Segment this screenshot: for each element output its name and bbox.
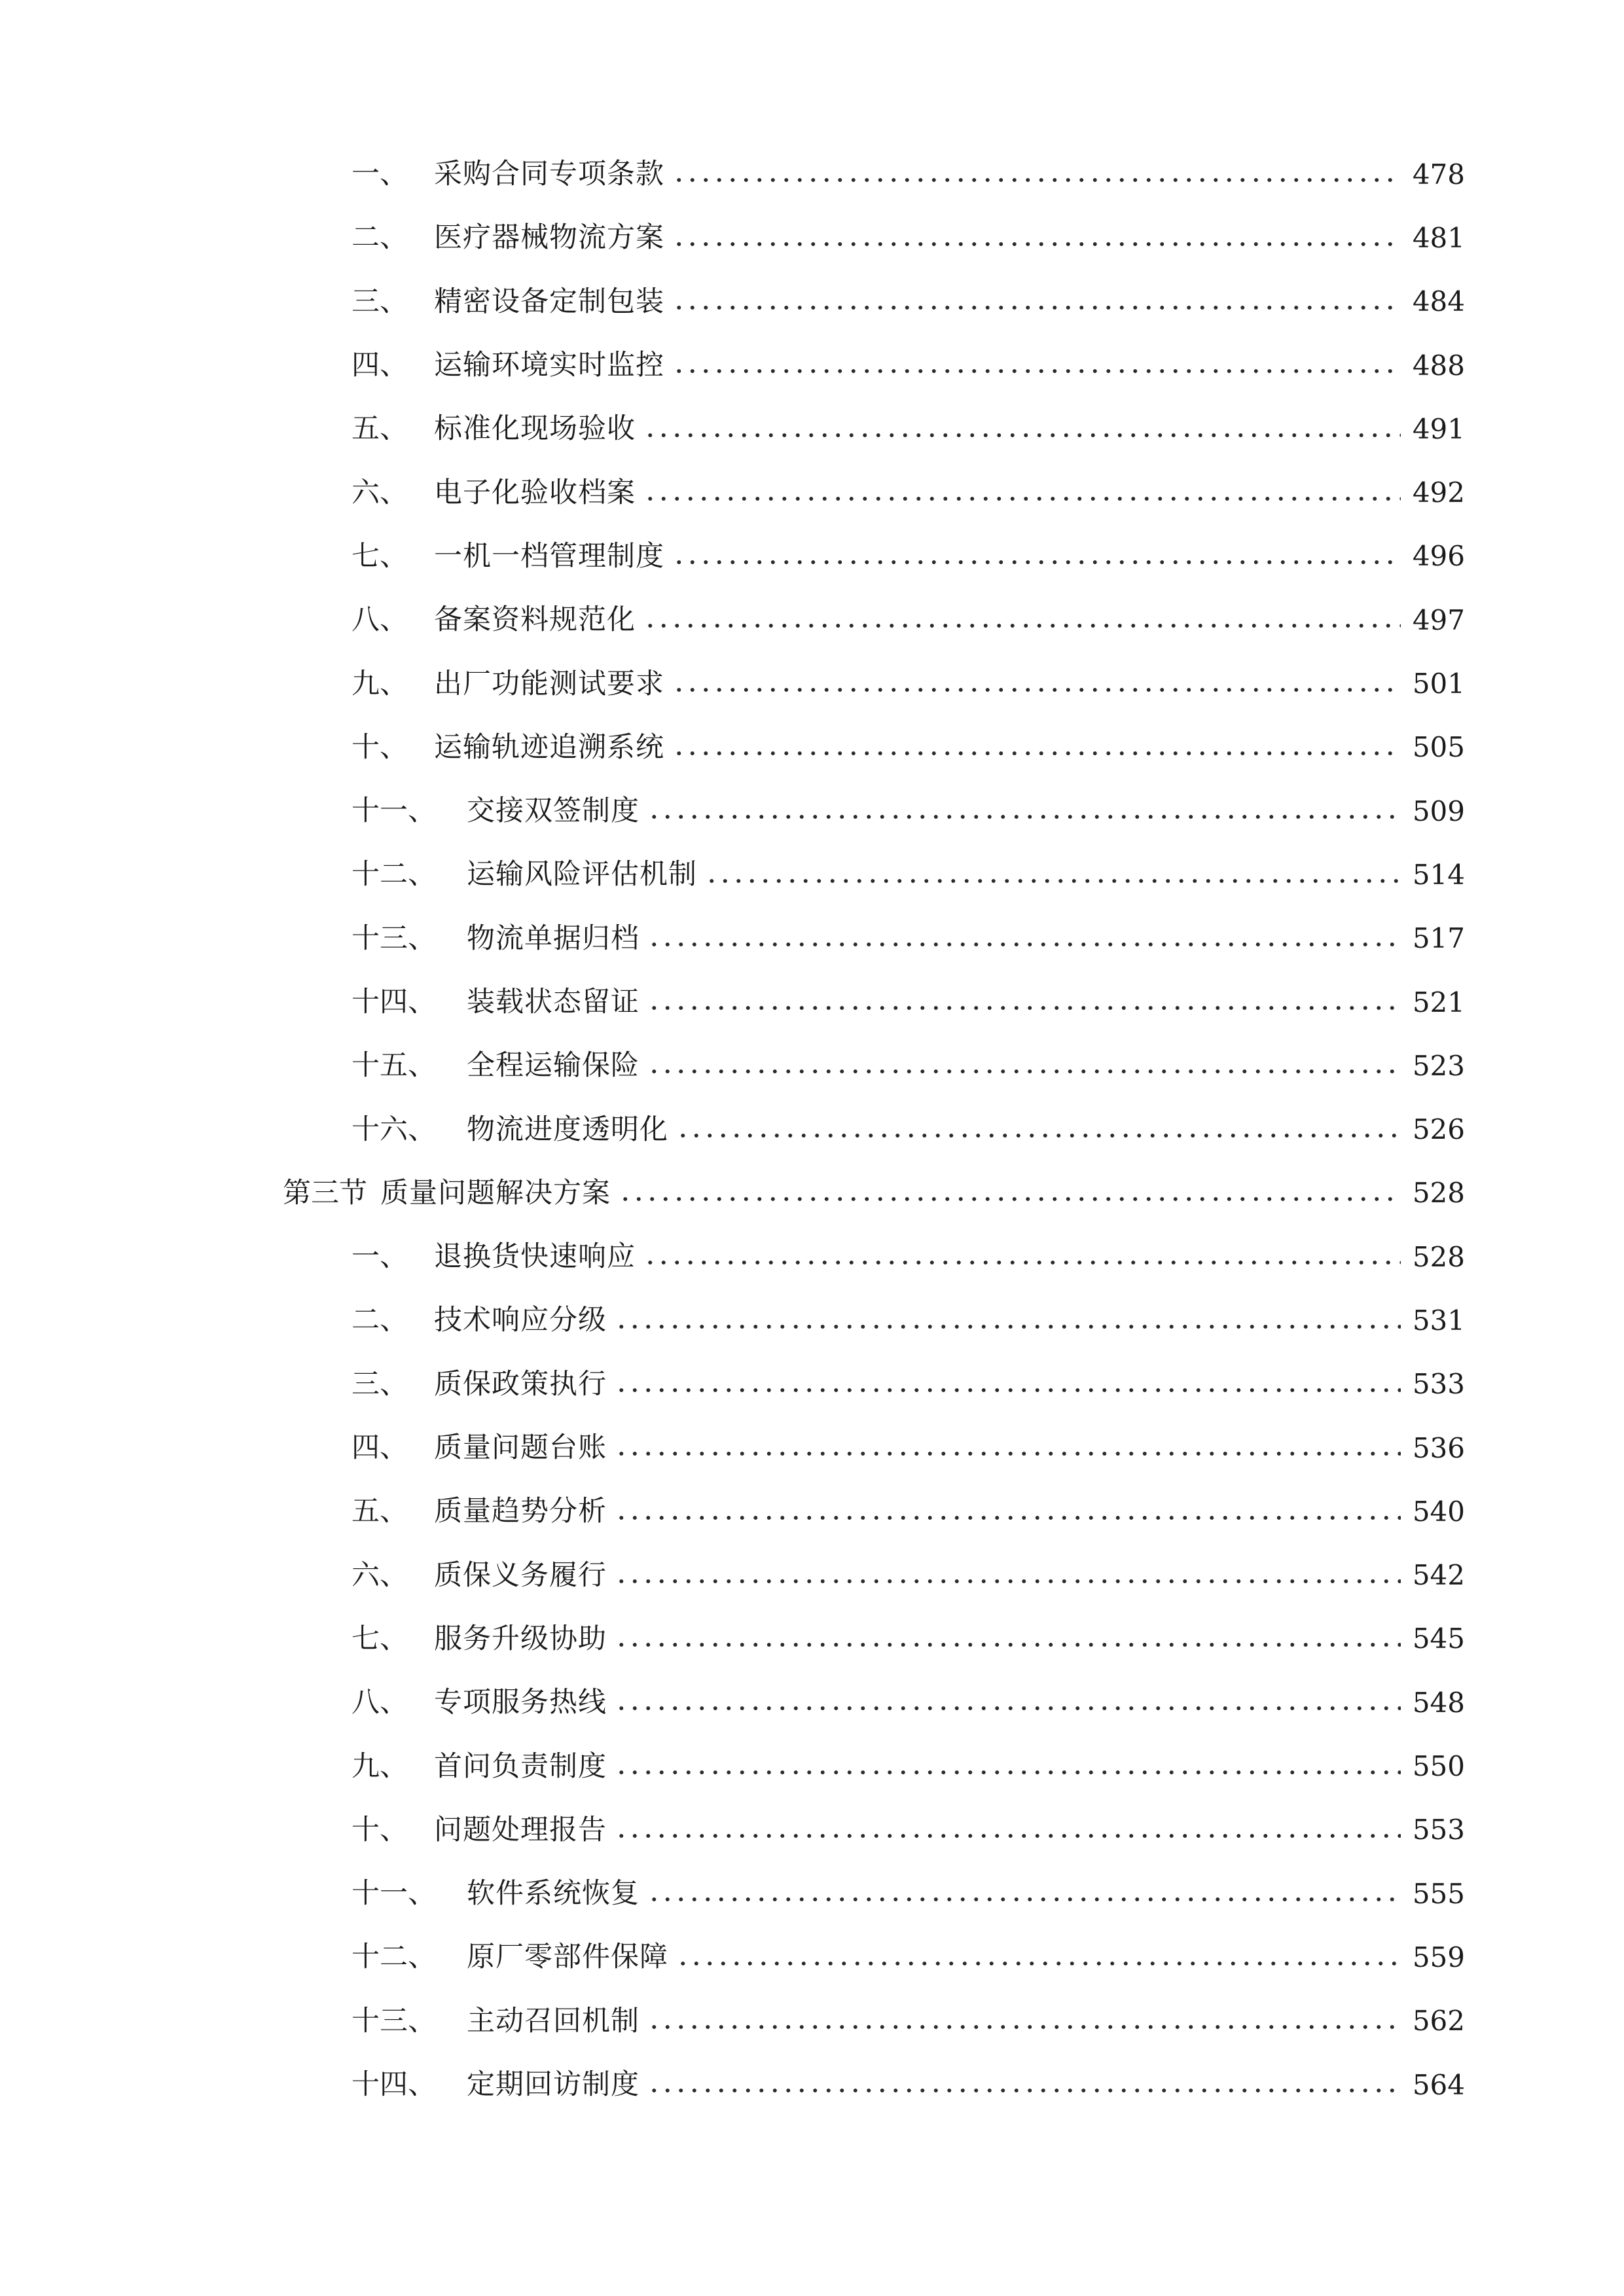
toc-entry-page: 550 <box>1412 1750 1465 1783</box>
toc-entry-number: 七、 <box>352 539 408 573</box>
toc-entry[interactable] <box>0 1098 1624 1161</box>
dot-leader <box>647 1052 1401 1080</box>
toc-entry[interactable] <box>0 461 1624 524</box>
toc-entry[interactable] <box>0 1862 1624 1926</box>
toc-entry-number: 一、 <box>352 1240 408 1274</box>
toc-entry-title: 采购合同专项条款 <box>434 158 664 191</box>
toc-entry[interactable] <box>0 270 1624 334</box>
toc-entry-number: 十二、 <box>352 1941 436 1974</box>
dot-leader <box>615 1434 1401 1462</box>
toc-entry-number: 十、 <box>352 730 408 764</box>
toc-entry-number: 六、 <box>352 476 408 509</box>
toc-entry[interactable] <box>0 334 1624 397</box>
toc-entry-number: 三、 <box>352 285 408 318</box>
toc-entry-number: 八、 <box>352 1686 408 1719</box>
toc-entry-page: 521 <box>1412 986 1465 1018</box>
dot-leader <box>647 925 1401 953</box>
toc-entry-title: 备案资料规范化 <box>434 603 636 637</box>
toc-entry[interactable] <box>0 780 1624 843</box>
dot-leader <box>643 479 1401 507</box>
toc-entry-page: 564 <box>1412 2068 1465 2101</box>
toc-entry[interactable] <box>0 2053 1624 2117</box>
toc-entry-number: 十一、 <box>352 795 436 828</box>
toc-entry[interactable] <box>0 652 1624 715</box>
toc-entry-title: 问题处理报告 <box>434 1813 607 1846</box>
dot-leader <box>672 543 1401 571</box>
toc-entry-page: 536 <box>1412 1431 1465 1464</box>
toc-entry-page: 528 <box>1412 1177 1465 1210</box>
toc-entry[interactable] <box>0 1034 1624 1098</box>
toc-entry-page: 488 <box>1412 349 1465 382</box>
toc-entry[interactable] <box>0 1990 1624 2053</box>
toc-entry-page: 514 <box>1412 858 1465 891</box>
dot-leader <box>647 1880 1401 1908</box>
toc-entry-number: 十、 <box>352 1813 408 1846</box>
toc-entry-page: 509 <box>1412 795 1465 827</box>
toc-entry-page: 505 <box>1412 731 1465 764</box>
toc-entry-number: 四、 <box>352 349 408 382</box>
toc-entry-number: 二、 <box>352 1304 408 1337</box>
toc-entry-number: 六、 <box>352 1558 408 1592</box>
toc-entry-page: 533 <box>1412 1368 1465 1401</box>
toc-entry-page: 492 <box>1412 476 1465 509</box>
toc-entry[interactable] <box>0 716 1624 780</box>
toc-section-title: 质量问题解决方案 <box>380 1176 611 1210</box>
toc-entry-number: 五、 <box>352 412 408 446</box>
toc-entry-number: 四、 <box>352 1431 408 1465</box>
toc-entry-number: 十一、 <box>352 1877 436 1910</box>
toc-entry-number: 十五、 <box>352 1049 436 1083</box>
toc-entry-title: 定期回访制度 <box>467 2068 640 2102</box>
dot-leader <box>643 415 1401 443</box>
toc-entry-number: 二、 <box>352 221 408 255</box>
toc-entry[interactable] <box>0 1544 1624 1607</box>
toc-entry-number: 十三、 <box>352 2004 436 2037</box>
toc-entry-number: 十三、 <box>352 922 436 955</box>
toc-entry-title: 一机一档管理制度 <box>434 539 664 573</box>
toc-entry-page: 542 <box>1412 1559 1465 1592</box>
toc-entry-title: 物流单据归档 <box>467 922 640 955</box>
toc-entry[interactable] <box>0 843 1624 906</box>
toc-entry-number: 三、 <box>352 1367 408 1401</box>
dot-leader <box>643 606 1401 634</box>
toc-entry-number: 十四、 <box>352 986 436 1018</box>
toc-entry-title: 退换货快速响应 <box>434 1240 636 1274</box>
toc-entry-title: 质保政策执行 <box>434 1367 607 1401</box>
dot-leader <box>615 1753 1401 1781</box>
toc-entry-page: 496 <box>1412 540 1465 573</box>
dot-leader <box>615 1498 1401 1526</box>
toc-entry[interactable] <box>0 1607 1624 1671</box>
toc-entry[interactable] <box>0 206 1624 270</box>
dot-leader <box>672 160 1401 188</box>
toc-entry-title: 医疗器械物流方案 <box>434 221 664 255</box>
dot-leader <box>676 1116 1401 1144</box>
toc-entry-number: 九、 <box>352 1749 408 1783</box>
dot-leader <box>647 988 1401 1016</box>
toc-entry[interactable] <box>0 1671 1624 1734</box>
toc-entry-title: 技术响应分级 <box>434 1304 607 1337</box>
toc-entry[interactable] <box>0 1926 1624 1989</box>
toc-entry-title: 质量趋势分析 <box>434 1495 607 1528</box>
toc-entry-page: 517 <box>1412 922 1465 955</box>
toc-entry[interactable] <box>0 588 1624 652</box>
toc-entry-title: 运输风险评估机制 <box>467 858 697 891</box>
toc-entry-number: 八、 <box>352 603 408 637</box>
dot-leader <box>672 288 1401 316</box>
dot-leader <box>615 1625 1401 1653</box>
toc-entry-page: 562 <box>1412 2005 1465 2037</box>
toc-entry-number: 九、 <box>352 667 408 700</box>
toc-entry[interactable] <box>0 525 1624 588</box>
toc-entry-title: 装载状态留证 <box>467 986 640 1018</box>
toc-entry-number: 十四、 <box>352 2068 436 2102</box>
toc-entry-number: 十六、 <box>352 1113 436 1146</box>
dot-leader <box>647 2071 1401 2099</box>
toc-section-entry[interactable] <box>0 1162 1624 1225</box>
toc-entry[interactable] <box>0 907 1624 971</box>
dot-leader <box>676 1943 1401 1971</box>
dot-leader <box>615 1689 1401 1717</box>
dot-leader <box>615 1371 1401 1399</box>
toc-entry[interactable] <box>0 1416 1624 1480</box>
toc-entry-title: 原厂零部件保障 <box>467 1941 668 1974</box>
toc-entry-page: 559 <box>1412 1941 1465 1973</box>
dot-leader <box>672 670 1401 698</box>
dot-leader <box>672 224 1401 252</box>
toc-entry[interactable] <box>0 1289 1624 1352</box>
dot-leader <box>619 1179 1401 1208</box>
toc-entry[interactable] <box>0 1799 1624 1862</box>
table-of-contents <box>0 143 1624 2117</box>
toc-entry[interactable] <box>0 397 1624 461</box>
toc-entry-page: 528 <box>1412 1240 1465 1273</box>
dot-leader <box>705 861 1401 889</box>
toc-entry-page: 553 <box>1412 1814 1465 1846</box>
toc-entry-page: 545 <box>1412 1623 1465 1655</box>
toc-entry-page: 555 <box>1412 1877 1465 1910</box>
toc-entry-title: 精密设备定制包装 <box>434 285 664 318</box>
toc-entry[interactable] <box>0 1480 1624 1543</box>
toc-entry-page: 548 <box>1412 1686 1465 1719</box>
toc-entry-page: 491 <box>1412 412 1465 445</box>
toc-entry-title: 出厂功能测试要求 <box>434 667 664 700</box>
dot-leader <box>615 1816 1401 1844</box>
toc-entry-title: 服务升级协助 <box>434 1622 607 1655</box>
toc-entry-page: 526 <box>1412 1113 1465 1146</box>
toc-entry-title: 标准化现场验收 <box>434 412 636 446</box>
toc-entry-number: 五、 <box>352 1495 408 1528</box>
toc-entry-title: 运输轨迹追溯系统 <box>434 730 664 764</box>
toc-entry-page: 497 <box>1412 603 1465 636</box>
toc-entry-page: 540 <box>1412 1495 1465 1528</box>
toc-entry-title: 运输环境实时监控 <box>434 349 664 382</box>
toc-entry-page: 478 <box>1412 158 1465 190</box>
dot-leader <box>672 734 1401 762</box>
toc-entry-number: 七、 <box>352 1622 408 1655</box>
toc-entry-page: 481 <box>1412 221 1465 254</box>
toc-entry-page: 531 <box>1412 1304 1465 1336</box>
dot-leader <box>647 797 1401 825</box>
toc-entry[interactable] <box>0 143 1624 206</box>
dot-leader <box>672 351 1401 380</box>
toc-entry-number: 十二、 <box>352 858 436 891</box>
toc-entry-page: 501 <box>1412 668 1465 700</box>
toc-entry-number: 一、 <box>352 158 408 191</box>
toc-entry-title: 质量问题台账 <box>434 1431 607 1465</box>
toc-entry-title: 电子化验收档案 <box>434 476 636 509</box>
toc-entry-title: 首问负责制度 <box>434 1749 607 1783</box>
toc-entry-title: 质保义务履行 <box>434 1558 607 1592</box>
toc-entry-title: 专项服务热线 <box>434 1686 607 1719</box>
toc-entry[interactable] <box>0 1225 1624 1289</box>
toc-entry-title: 物流进度透明化 <box>467 1113 668 1146</box>
toc-entry-title: 交接双签制度 <box>467 795 640 828</box>
toc-entry-title: 主动召回机制 <box>467 2004 640 2037</box>
dot-leader <box>615 1562 1401 1590</box>
dot-leader <box>647 2007 1401 2036</box>
dot-leader <box>615 1306 1401 1335</box>
toc-entry-title: 全程运输保险 <box>467 1049 640 1083</box>
toc-entry[interactable] <box>0 1734 1624 1798</box>
toc-entry-title: 软件系统恢复 <box>467 1877 640 1910</box>
toc-entry[interactable] <box>0 1353 1624 1416</box>
toc-entry[interactable] <box>0 971 1624 1034</box>
dot-leader <box>643 1243 1401 1271</box>
toc-entry-page: 484 <box>1412 285 1465 318</box>
toc-entry-page: 523 <box>1412 1049 1465 1082</box>
toc-section-number: 第三节 <box>283 1176 367 1210</box>
